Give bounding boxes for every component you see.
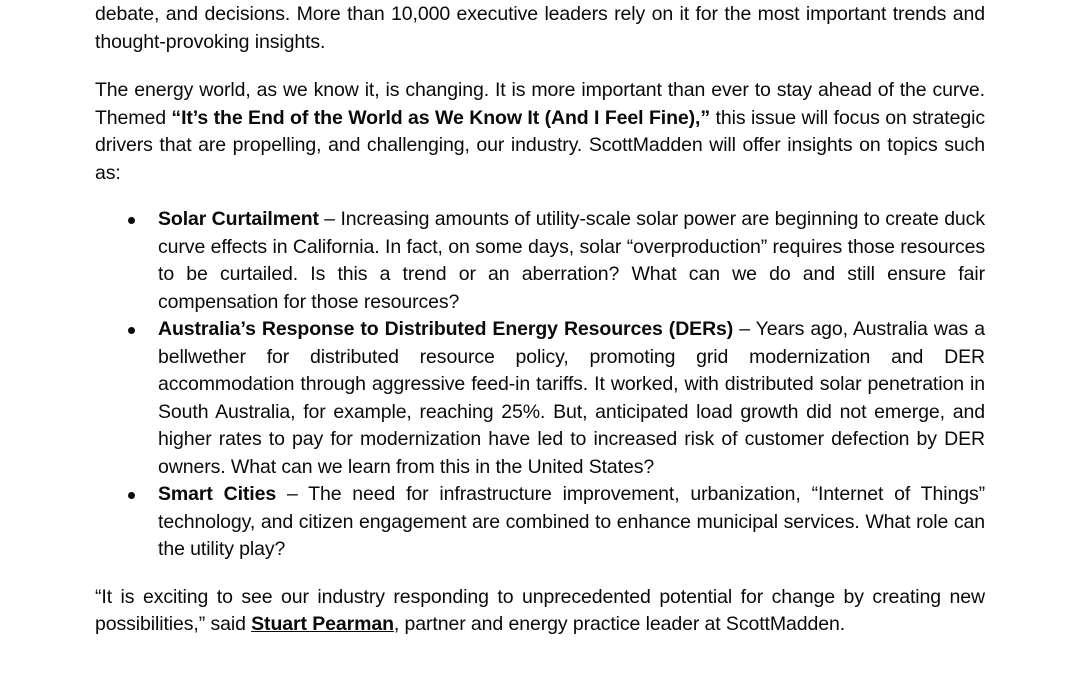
paragraph-closing-quote: [95, 584, 985, 639]
paragraph-theme: [95, 77, 985, 187]
topics-list: [95, 206, 985, 564]
bullet-dot-icon: [128, 327, 135, 334]
bullet-dash: –: [733, 318, 756, 340]
bullet-text: The need for infrastructure improvement, urbanization, “Internet of Things” technology, and citizen engagement are combined to enhance municipal services. What role can the utility play?: [158, 483, 985, 560]
bullet-dot-icon: [128, 492, 135, 499]
bullet-text: Years ago, Australia was a bellwether for distributed resource policy, promoting grid modernization and DER accommodation through aggressive feed-in tariffs. It worked, with distributed solar penetration in South Australia, for example, reaching 25%. But, anticipated load growth did not emerge, and higher rates to pay for modernization have led to increased risk of customer defection by DER owners. What can we learn from this in the United States?: [158, 318, 985, 478]
list-item: [95, 206, 985, 316]
theme-tail-text: this issue will focus on strategic drivers that are propelling, and challenging, our industry. ScottMadden will offer insights on topics such as:: [95, 106, 985, 184]
paragraph-intro-continued: [95, 0, 985, 56]
theme-lead-text: The energy world, as we know it, is changing. It is more important than ever to stay ahead of the curve. Themed: [95, 79, 985, 129]
list-item: [95, 316, 985, 481]
closing-lead-text: “It is exciting to see our industry responding to unprecedented potential for change by creating new possibilities,” said: [95, 585, 985, 635]
bullet-dash: –: [276, 483, 309, 505]
intro-continued-text: debate, and decisions. More than 10,000 executive leaders rely on it for the most important trends and thought-provoking insights.: [95, 3, 985, 53]
list-item: [95, 481, 985, 564]
bullet-text: Increasing amounts of utility-scale solar power are beginning to create duck curve effects in California. In fact, on some days, solar “overproduction” requires those resources to be curtailed. Is this a trend or an aberration? What can we do and still ensure fair compensation for those resources?: [158, 208, 985, 313]
theme-title-text: “It’s the End of the World as We Know It (And I Feel Fine),”: [171, 106, 711, 129]
bullet-term: Australia’s Response to Distributed Energy Resources (DERs): [158, 318, 734, 340]
person-name-link[interactable]: Stuart Pearman: [251, 613, 394, 635]
bullet-dash: –: [318, 208, 341, 230]
closing-tail-text: , partner and energy practice leader at ScottMadden.: [393, 613, 846, 635]
bullet-term: Smart Cities: [158, 483, 277, 505]
bullet-dot-icon: [128, 217, 135, 224]
bullet-term: Solar Curtailment: [158, 208, 319, 230]
